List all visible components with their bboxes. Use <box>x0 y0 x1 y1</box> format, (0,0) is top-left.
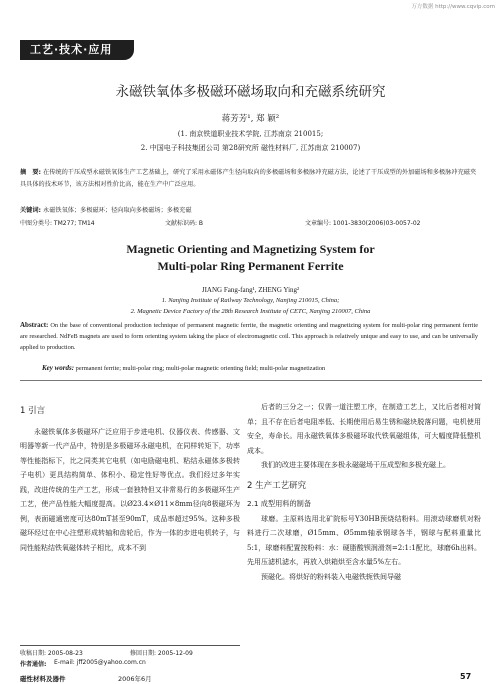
paper-title-en-1: Magnetic Orienting and Magnetizing System for <box>126 242 375 256</box>
journal-name: 磁性材料及器件 <box>20 675 66 683</box>
clc-number: 中图分类号: TM277; TM14 <box>20 220 95 227</box>
revised-date: 修回日期: 2005-12-09 <box>130 650 193 657</box>
authors-en: JIANG Fang-fang¹, ZHENG Ying² <box>201 286 300 294</box>
received-date: 收稿日期: 2005-08-23 <box>20 650 83 657</box>
keywords-cn <box>20 205 478 217</box>
keywords-cn-text: 永磁铁氧体；多极磁环；径向取向多极磁场；多极充磁 <box>43 207 192 214</box>
section-heading-intro: 1 引言 <box>20 406 46 416</box>
abstract-en-text: On the base of conventional production technique of permanent magnetic ferrite, the magnetic orienting and magnetizing system for multi-polar ring permanent ferrite are researched. NdFeB magnets are used to form orienting system taking the place of electromagnetic coil. This approach is relatively unique and easy to use, and can be universally applied to production. <box>20 322 479 351</box>
authors-cn: 蒋芳芳¹, 郑 颖² <box>221 114 280 124</box>
keywords-cn-label: 关键词: <box>20 207 42 214</box>
body-column-left <box>20 404 240 555</box>
abstract-cn-text: 在传统的干压成型永磁铁氧体生产工艺基础上，研究了采用永磁体产生径向取向的多极磁场和多极脉冲充磁方法，论述了干压成型的外加磁场和多极脉冲充磁夹具具体的技术环节，该方法相对性价比高，能在生产中广泛应用。 <box>20 169 477 188</box>
affiliation-cn-1: (1. 南京铁道职业技术学院, 江苏南京 210015; <box>177 130 324 138</box>
footnote-dates <box>20 648 240 658</box>
subsection-heading-materials: 2.1 成型用料的制备 <box>247 499 312 508</box>
paper-title-en-2: Multi-polar Ring Permanent Ferrite <box>157 259 344 273</box>
right-paragraph-1: 后者的三分之一；仅需一道注塑工序，在制造工艺上，又比后者相对简单；且不存在后者电阻率低、长期使用后易生锈和磁块脱落问题，电机使用安全，寿命长。用永磁铁氧体多极磁环取代铁氧磁组体，可大幅度降低整机成本。 <box>247 403 481 455</box>
right-paragraph-4: 预磁化。将烘好的粉料装入电磁铁轭铁间导磁 <box>261 572 401 581</box>
affiliation-en-2: 2. Magnetic Device Factory of the 28th Research Institute of CETC, Nanjing 210007, China <box>130 308 371 315</box>
author-contact-label: 作者通信: <box>20 661 47 668</box>
paper-title-cn: 永磁铁氧体多极磁环磁场取向和充磁系统研究 <box>115 84 386 100</box>
article-number: 文章编号: 1001-3830(2006)03-0057-02 <box>305 220 421 227</box>
author-email: E-mail: jff2005@yahoo.com.cn <box>54 659 146 666</box>
watermark: 万方数据 http://www.cqvip.com <box>411 4 495 10</box>
section-banner-label: 工艺·技术·应用 <box>30 43 113 56</box>
abstract-en <box>20 320 478 353</box>
abstract-cn-label: 摘 要: <box>20 169 42 176</box>
footnote-contact <box>20 659 240 669</box>
body-column-right <box>247 400 481 584</box>
section-banner <box>20 40 134 60</box>
affiliation-cn-2: 2. 中国电子科技集团公司 第28研究所 磁性材料厂, 江苏南京 210007) <box>140 144 361 152</box>
keywords-en-label: Key words: <box>42 364 75 372</box>
footnote-divider <box>20 645 240 646</box>
keywords-en-text: permanent ferrite; multi-polar ring; multi-polar magnetic orienting field; multi-polar magnetization <box>75 365 326 372</box>
intro-paragraph: 永磁铁氧体多极磁环广泛应用于步进电机、仪器仪表、传感器、文明器等新一代产品中，特别是多极磁环永磁电机，在同样转矩下，功率等性能指标下，比之同类其它电机（如电励磁电机、粘结永磁体多极转子电机）更具结构简单、体积小、稳定性好等优点。我们经过多年实践，改进传统的生产工艺，形成一套独特但又非常易行的多极磁环生产工艺，使产品性能大幅度提高。以Ø23.4×Ø11×8mm径向8极磁环为例，表面磁通密度可达80mT甚至90mT，成品率超过95%。这种多极磁环经过在中心注塑形成转轴和齿轮后，作为一体的步进电机转子，与同性能粘结铁氧磁体转子相比，成本不到 <box>20 427 240 552</box>
abstract-divider <box>20 380 482 381</box>
abstract-en-label: Abstract: <box>20 321 49 329</box>
doc-code: 文献标识码: B <box>165 220 204 227</box>
keywords-en <box>42 364 482 372</box>
right-paragraph-3: 球磨。主原料选用北矿院标号Y30HB预烧结粉料。用滚动球磨机对粉料进行二次球磨，Ø15mm、Ø5mm轴承钢球各半，钢球与配料重量比5:1，球磨料配置按粉料：水：硬脂酸钡润滑剂=2:1:1配比，球磨6h出料。先用压滤机滤水，再放入烘箱烘至含水量5%左右。 <box>247 514 481 566</box>
section-heading-process: 2 生产工艺研究 <box>247 480 307 491</box>
issue-date: 2006年6月 <box>118 675 152 683</box>
page-number: 57 <box>460 672 472 681</box>
abstract-cn <box>20 167 478 191</box>
affiliation-en-1: 1. Nanjing Institute of Railway Technology, Nanjing 210015, China; <box>161 297 340 304</box>
right-paragraph-2: 我们的改进主要体现在多极永磁磁场干压成型和多极充磁上。 <box>261 461 450 469</box>
